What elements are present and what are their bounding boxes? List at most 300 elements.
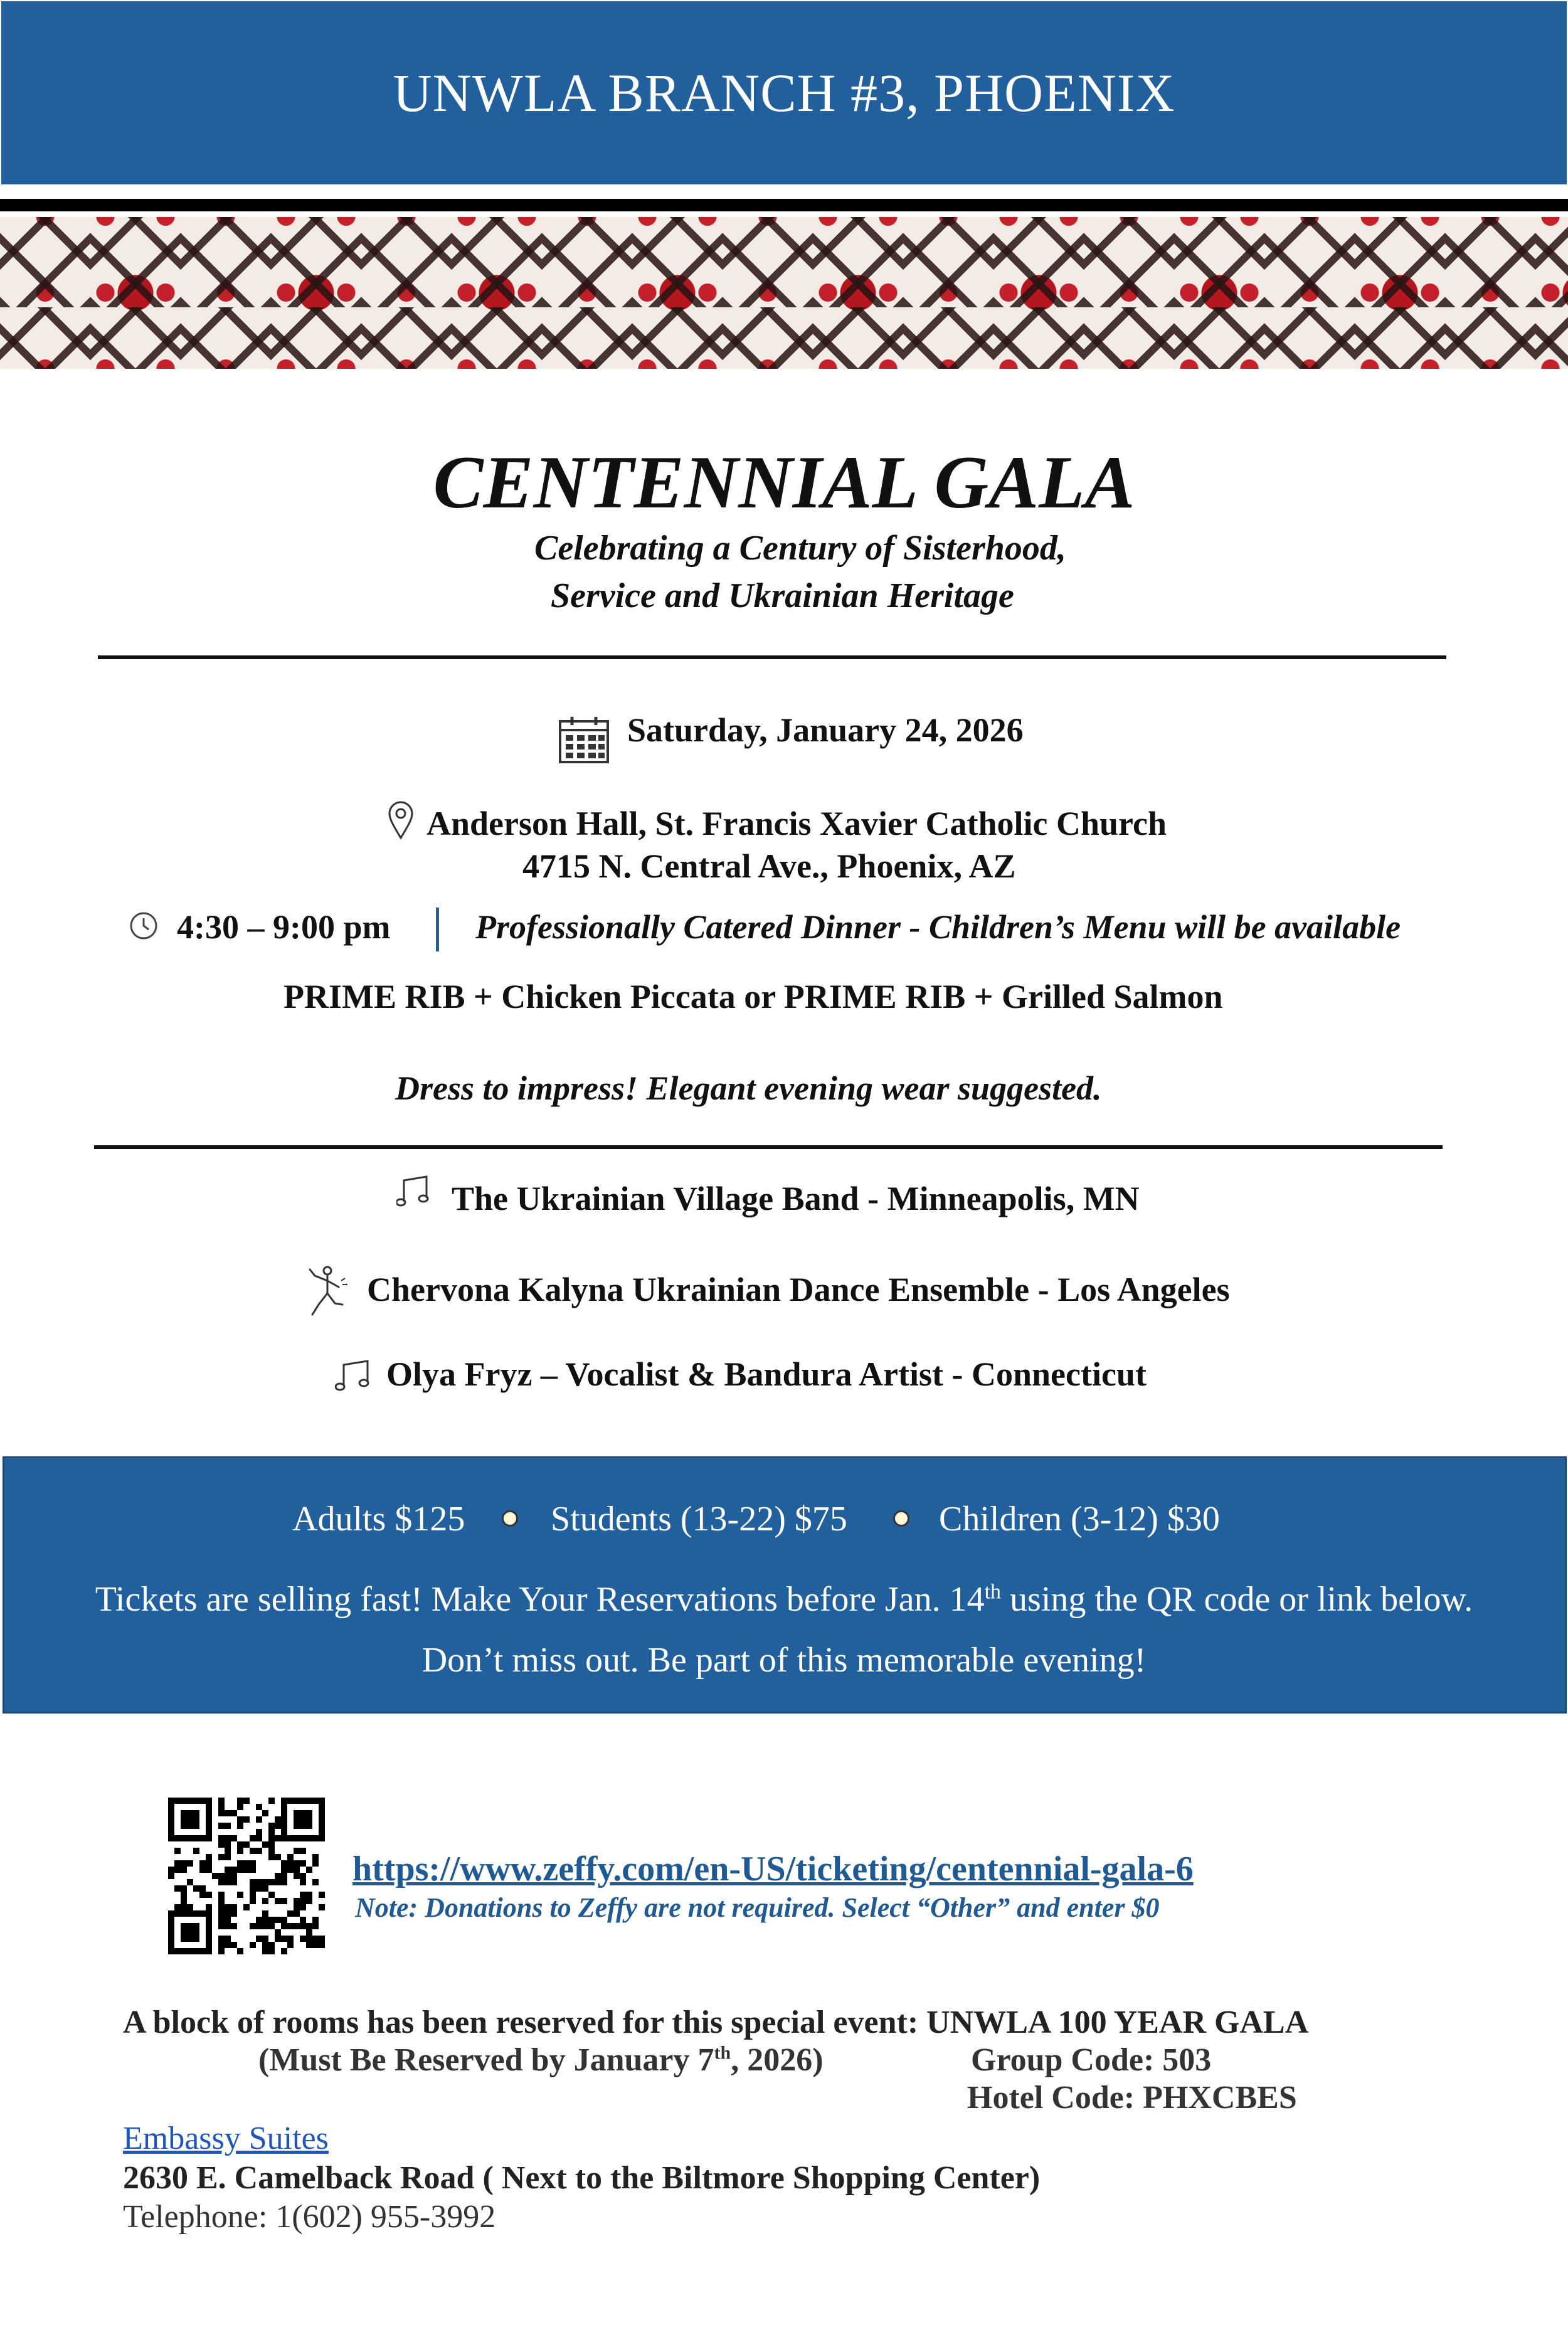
qr-module	[268, 1879, 275, 1885]
qr-module	[287, 1835, 294, 1841]
qr-module	[199, 1910, 206, 1917]
qr-module	[225, 1904, 231, 1910]
event-subtitle-line-1: Celebrating a Century of Sisterhood,	[534, 529, 1066, 568]
qr-module	[287, 1867, 294, 1873]
qr-module	[250, 1860, 256, 1867]
qr-module	[281, 1873, 287, 1879]
qr-module	[250, 1942, 256, 1948]
qr-module	[181, 1810, 187, 1816]
qr-module	[193, 1923, 199, 1929]
qr-module	[225, 1810, 231, 1816]
qr-module	[225, 1823, 231, 1829]
qr-module	[268, 1854, 275, 1860]
qr-module	[306, 1835, 312, 1841]
qr-module	[300, 1917, 306, 1923]
qr-module	[262, 1936, 268, 1942]
qr-module	[181, 1860, 187, 1867]
qr-module	[206, 1867, 212, 1873]
qr-module	[237, 1841, 243, 1848]
qr-module	[243, 1798, 250, 1804]
qr-module	[281, 1867, 287, 1873]
qr-module	[206, 1904, 212, 1910]
qr-module	[287, 1860, 294, 1867]
qr-module	[237, 1798, 243, 1804]
qr-module	[256, 1804, 262, 1810]
qr-module	[237, 1848, 243, 1854]
qr-module	[225, 1910, 231, 1917]
qr-module	[256, 1923, 262, 1929]
qr-module	[319, 1798, 325, 1804]
qr-module	[237, 1816, 243, 1823]
qr-module	[300, 1898, 306, 1904]
qr-module	[187, 1879, 193, 1885]
qr-module	[231, 1923, 237, 1929]
music-note-icon	[335, 1357, 374, 1395]
divider-top	[98, 655, 1446, 659]
qr-module	[268, 1798, 275, 1804]
qr-module	[187, 1823, 193, 1829]
performer-band: The Ukrainian Village Band - Minneapolis, MN	[452, 1180, 1140, 1217]
qr-module	[312, 1923, 319, 1929]
qr-module	[262, 1885, 268, 1892]
qr-module	[218, 1854, 225, 1860]
qr-module	[312, 1798, 319, 1804]
qr-module	[181, 1948, 187, 1954]
qr-module	[300, 1798, 306, 1804]
qr-module	[281, 1917, 287, 1923]
qr-module	[168, 1917, 174, 1923]
qr-module	[300, 1879, 306, 1885]
embroidery-pattern-banner	[0, 217, 1568, 369]
qr-module	[181, 1904, 187, 1910]
qr-module	[225, 1936, 231, 1942]
qr-module	[199, 1835, 206, 1841]
qr-module	[275, 1835, 281, 1841]
qr-module	[168, 1910, 174, 1917]
qr-module	[281, 1948, 287, 1954]
qr-module	[275, 1936, 281, 1942]
qr-module	[294, 1835, 300, 1841]
qr-module	[262, 1841, 268, 1848]
qr-module	[218, 1917, 225, 1923]
hotel-deadline-sup: th	[714, 2042, 731, 2063]
qr-module	[250, 1848, 256, 1854]
qr-module	[181, 1835, 187, 1841]
qr-module	[300, 1848, 306, 1854]
qr-module	[193, 1848, 199, 1854]
qr-module	[294, 1904, 300, 1910]
qr-module	[181, 1929, 187, 1936]
qr-module	[312, 1942, 319, 1948]
qr-module	[181, 1867, 187, 1873]
qr-module	[300, 1810, 306, 1816]
qr-module	[237, 1948, 243, 1954]
qr-module	[231, 1879, 237, 1885]
qr-module	[268, 1948, 275, 1954]
qr-module	[168, 1923, 174, 1929]
qr-module	[181, 1885, 187, 1892]
qr-module	[218, 1910, 225, 1917]
qr-module	[199, 1798, 206, 1804]
qr-module	[206, 1948, 212, 1954]
qr-module	[262, 1942, 268, 1948]
hotel-name-link[interactable]: Embassy Suites	[123, 2121, 329, 2156]
qr-module	[168, 1835, 174, 1841]
qr-module	[294, 1923, 300, 1929]
location-pin-icon	[387, 800, 415, 840]
qr-module	[268, 1942, 275, 1948]
qr-module	[193, 1816, 199, 1823]
qr-module	[243, 1867, 250, 1873]
qr-module	[187, 1923, 193, 1929]
qr-module	[287, 1942, 294, 1948]
performer-vocalist: Olya Fryz – Vocalist & Bandura Artist - Connecticut	[386, 1355, 1147, 1393]
qr-module	[168, 1804, 174, 1810]
venue-address: 4715 N. Central Ave., Phoenix, AZ	[522, 847, 1016, 885]
qr-module	[287, 1923, 294, 1929]
qr-module	[225, 1942, 231, 1948]
qr-module	[218, 1898, 225, 1904]
qr-module	[250, 1867, 256, 1873]
qr-module	[218, 1798, 225, 1804]
qr-module	[193, 1936, 199, 1942]
qr-module	[225, 1923, 231, 1929]
qr-module	[206, 1823, 212, 1829]
qr-module	[250, 1835, 256, 1841]
qr-module	[262, 1898, 268, 1904]
qr-module	[250, 1885, 256, 1892]
price-children: Children (3-12) $30	[939, 1500, 1220, 1539]
hotel-group-code: Group Code: 503	[971, 2042, 1212, 2078]
qr-module	[193, 1810, 199, 1816]
qr-module	[319, 1835, 325, 1841]
qr-module	[243, 1860, 250, 1867]
qr-module	[168, 1867, 174, 1873]
qr-module	[181, 1816, 187, 1823]
price-students: Students (13-22) $75	[551, 1500, 847, 1539]
missout-notice: Don’t miss out. Be part of this memorable evening!	[421, 1641, 1147, 1680]
qr-module	[206, 1917, 212, 1923]
qr-module	[231, 1867, 237, 1873]
qr-module	[281, 1804, 287, 1810]
qr-module	[231, 1835, 237, 1841]
qr-module	[187, 1904, 193, 1910]
qr-module	[306, 1867, 312, 1873]
qr-module	[306, 1892, 312, 1898]
qr-module	[225, 1848, 231, 1854]
qr-module	[312, 1835, 319, 1841]
qr-module	[193, 1948, 199, 1954]
qr-module	[262, 1923, 268, 1929]
qr-module	[237, 1823, 243, 1829]
qr-module	[256, 1829, 262, 1835]
qr-module	[281, 1829, 287, 1835]
qr-module	[268, 1823, 275, 1829]
qr-module	[268, 1829, 275, 1835]
qr-module	[281, 1936, 287, 1942]
qr-module	[256, 1885, 262, 1892]
qr-module	[281, 1898, 287, 1904]
qr-module	[250, 1923, 256, 1929]
qr-module	[174, 1867, 181, 1873]
qr-module	[294, 1816, 300, 1823]
qr-module	[262, 1810, 268, 1816]
event-title: CENTENNIAL GALA	[433, 440, 1135, 524]
qr-module	[319, 1942, 325, 1948]
qr-module	[206, 1829, 212, 1835]
qr-module	[243, 1904, 250, 1910]
dancer-icon	[306, 1266, 350, 1317]
qr-module	[193, 1885, 199, 1892]
qr-module	[181, 1910, 187, 1917]
qr-module	[206, 1923, 212, 1929]
qr-module	[306, 1816, 312, 1823]
qr-module	[174, 1904, 181, 1910]
qr-module	[294, 1898, 300, 1904]
qr-module	[181, 1892, 187, 1898]
qr-module	[181, 1936, 187, 1942]
qr-module	[294, 1823, 300, 1829]
qr-module	[250, 1898, 256, 1904]
qr-module	[294, 1860, 300, 1867]
qr-module	[218, 1810, 225, 1816]
qr-module	[193, 1823, 199, 1829]
qr-module	[300, 1892, 306, 1898]
qr-module	[281, 1810, 287, 1816]
qr-module	[206, 1816, 212, 1823]
qr-module	[256, 1879, 262, 1885]
qr-module	[181, 1798, 187, 1804]
qr-module	[300, 1835, 306, 1841]
qr-module	[262, 1948, 268, 1954]
qr-module	[218, 1904, 225, 1910]
qr-module	[281, 1798, 287, 1804]
qr-module	[181, 1823, 187, 1829]
qr-module	[268, 1841, 275, 1848]
qr-module	[275, 1898, 281, 1904]
qr-module	[218, 1823, 225, 1829]
hotel-deadline-start: (Must Be Reserved by January 7	[258, 2042, 714, 2078]
qr-module	[206, 1804, 212, 1810]
qr-module	[225, 1854, 231, 1860]
qr-module	[206, 1892, 212, 1898]
qr-module	[225, 1841, 231, 1848]
qr-module	[187, 1798, 193, 1804]
qr-module	[168, 1823, 174, 1829]
qr-module	[168, 1948, 174, 1954]
qr-module	[231, 1873, 237, 1879]
event-date: Saturday, January 24, 2026	[627, 711, 1024, 749]
qr-module	[281, 1879, 287, 1885]
qr-module	[206, 1810, 212, 1816]
dress-code: Dress to impress! Elegant evening wear suggested.	[395, 1069, 1102, 1107]
qr-module	[300, 1873, 306, 1879]
qr-module	[312, 1917, 319, 1923]
qr-module	[294, 1810, 300, 1816]
qr-module	[187, 1936, 193, 1942]
qr-module	[218, 1892, 225, 1898]
qr-module	[306, 1929, 312, 1936]
donation-note: Note: Donations to Zeffy are not required. Select “Other” and enter $0	[355, 1892, 1160, 1923]
qr-module	[306, 1810, 312, 1816]
qr-module	[187, 1816, 193, 1823]
qr-module	[275, 1873, 281, 1879]
qr-module	[312, 1854, 319, 1860]
qr-module	[206, 1942, 212, 1948]
qr-module	[225, 1867, 231, 1873]
reservation-notice-sup: th	[984, 1580, 1002, 1604]
qr-module	[256, 1848, 262, 1854]
qr-module	[243, 1841, 250, 1848]
qr-module	[294, 1910, 300, 1917]
qr-module	[218, 1873, 225, 1879]
qr-module	[275, 1854, 281, 1860]
qr-module	[168, 1798, 174, 1804]
qr-module	[174, 1885, 181, 1892]
qr-module	[218, 1879, 225, 1885]
qr-module	[199, 1867, 206, 1873]
qr-module	[250, 1879, 256, 1885]
qr-module	[225, 1873, 231, 1879]
qr-module	[218, 1835, 225, 1841]
qr-module	[281, 1923, 287, 1929]
qr-module	[181, 1923, 187, 1929]
qr-module	[193, 1835, 199, 1841]
dinner-info: Professionally Catered Dinner - Children’s Menu will be available	[475, 908, 1401, 946]
registration-link[interactable]: https://www.zeffy.com/en-US/ticketing/centennial-gala-6	[352, 1850, 1194, 1888]
bullet-separator	[502, 1510, 518, 1527]
qr-module	[306, 1942, 312, 1948]
qr-module	[187, 1948, 193, 1954]
bullet-separator	[893, 1510, 909, 1527]
qr-module	[199, 1948, 206, 1954]
qr-module	[168, 1829, 174, 1835]
qr-module	[225, 1917, 231, 1923]
qr-module	[206, 1929, 212, 1936]
qr-module	[300, 1816, 306, 1823]
qr-module	[268, 1848, 275, 1854]
qr-module	[262, 1910, 268, 1917]
qr-module	[262, 1917, 268, 1923]
qr-module	[319, 1904, 325, 1910]
qr-module	[294, 1867, 300, 1873]
qr-module	[312, 1879, 319, 1885]
qr-module	[319, 1892, 325, 1898]
qr-code[interactable]	[168, 1795, 325, 1957]
qr-module	[268, 1892, 275, 1898]
qr-module	[168, 1942, 174, 1948]
qr-module	[206, 1854, 212, 1860]
qr-module	[187, 1835, 193, 1841]
qr-module	[256, 1816, 262, 1823]
qr-module	[300, 1936, 306, 1942]
qr-module	[206, 1936, 212, 1942]
hotel-block-notice: A block of rooms has been reserved for this special event: UNWLA 100 YEAR GALA	[123, 2005, 1309, 2040]
performer-dance-ensemble: Chervona Kalyna Ukrainian Dance Ensemble - Los Angeles	[367, 1271, 1230, 1308]
qr-module	[281, 1823, 287, 1829]
qr-module	[319, 1804, 325, 1810]
qr-module	[199, 1860, 206, 1867]
qr-module	[319, 1816, 325, 1823]
qr-module	[181, 1898, 187, 1904]
qr-module	[206, 1860, 212, 1867]
header-title: UNWLA BRANCH #3, PHOENIX	[393, 63, 1175, 123]
qr-module	[300, 1823, 306, 1829]
qr-module	[281, 1835, 287, 1841]
qr-module	[218, 1936, 225, 1942]
qr-module	[237, 1867, 243, 1873]
qr-module	[212, 1873, 218, 1879]
qr-module	[199, 1892, 206, 1898]
clock-icon	[129, 911, 159, 941]
qr-module	[174, 1835, 181, 1841]
calendar-icon	[558, 715, 610, 764]
hotel-deadline-end: , 2026)	[731, 2042, 824, 2078]
qr-module	[306, 1823, 312, 1829]
qr-module	[168, 1873, 174, 1879]
qr-module	[218, 1804, 225, 1810]
qr-module	[231, 1942, 237, 1948]
qr-module	[250, 1892, 256, 1898]
event-subtitle-line-2: Service and Ukrainian Heritage	[551, 576, 1014, 615]
qr-module	[256, 1835, 262, 1841]
qr-module	[312, 1936, 319, 1942]
qr-module	[319, 1823, 325, 1829]
qr-module	[168, 1929, 174, 1936]
qr-module	[300, 1923, 306, 1929]
qr-module	[294, 1873, 300, 1879]
time-separator	[436, 908, 439, 951]
qr-module	[262, 1879, 268, 1885]
qr-module	[193, 1798, 199, 1804]
qr-module	[187, 1860, 193, 1867]
qr-module	[187, 1910, 193, 1917]
qr-module	[174, 1848, 181, 1854]
qr-module	[243, 1816, 250, 1823]
qr-module	[281, 1816, 287, 1823]
qr-module	[168, 1816, 174, 1823]
qr-module	[218, 1948, 225, 1954]
event-time: 4:30 – 9:00 pm	[177, 908, 391, 946]
hotel-phone: Telephone: 1(602) 955-3992	[123, 2199, 496, 2235]
qr-module	[287, 1798, 294, 1804]
qr-module	[174, 1860, 181, 1867]
qr-module	[300, 1904, 306, 1910]
price-adults: Adults $125	[292, 1500, 465, 1539]
qr-module	[168, 1810, 174, 1816]
qr-module	[174, 1910, 181, 1917]
qr-module	[300, 1860, 306, 1867]
qr-module	[237, 1804, 243, 1810]
venue-name: Anderson Hall, St. Francis Xavier Catholic Church	[426, 805, 1167, 842]
qr-module	[287, 1910, 294, 1917]
hotel-address: 2630 E. Camelback Road ( Next to the Biltmore Shopping Center)	[123, 2160, 1041, 2196]
qr-module	[231, 1910, 237, 1917]
reservation-notice	[0, 1579, 1568, 1619]
qr-module	[206, 1798, 212, 1804]
header-divider	[0, 199, 1568, 211]
qr-module	[231, 1904, 237, 1910]
qr-module	[199, 1885, 206, 1892]
qr-module	[225, 1835, 231, 1841]
qr-module	[275, 1917, 281, 1923]
qr-module	[268, 1923, 275, 1929]
qr-module	[193, 1929, 199, 1936]
qr-module	[256, 1936, 262, 1942]
qr-module	[187, 1929, 193, 1936]
qr-module	[206, 1910, 212, 1917]
qr-module	[237, 1860, 243, 1867]
